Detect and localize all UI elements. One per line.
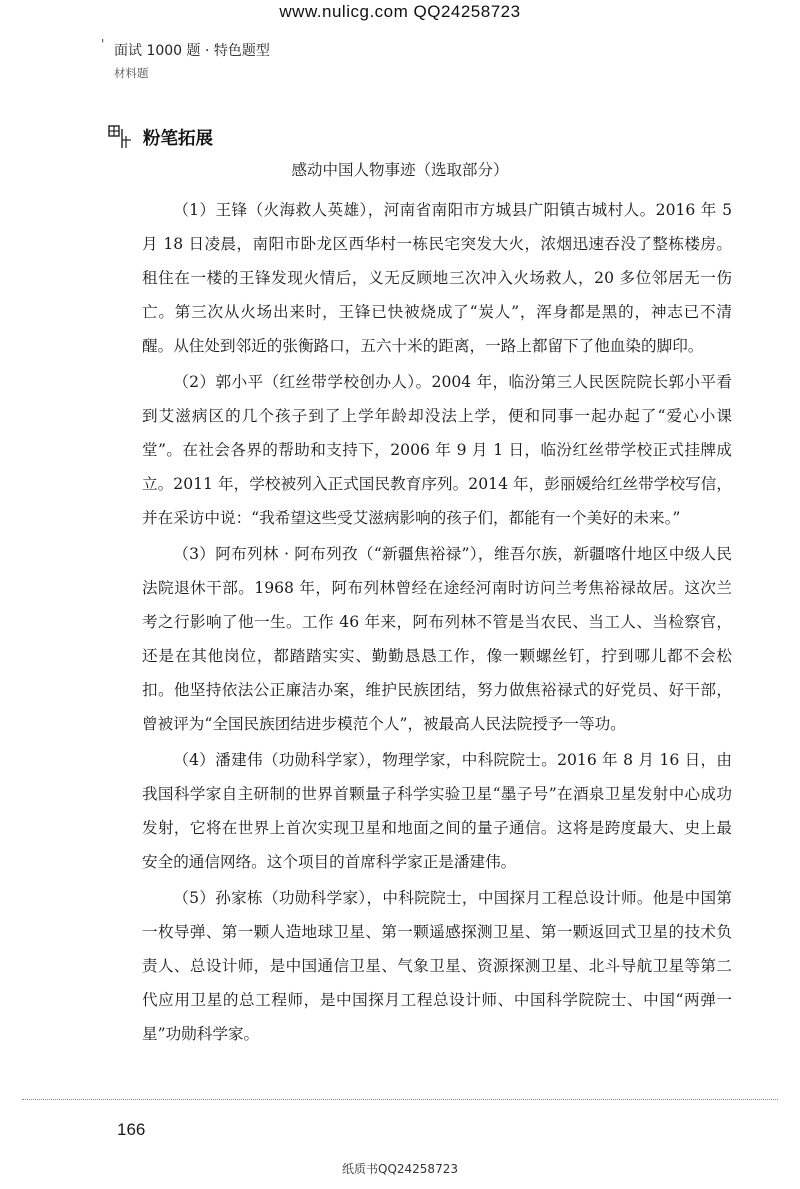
top-watermark: www.nulicg.com QQ24258723 [279,2,521,21]
section-heading [107,123,213,151]
paragraph-1: （1）王锋（火海救人英雄），河南省南阳市方城县广阳镇古城村人。2016 年 5 月 18 日凌晨，南阳市卧龙区西华村一栋民宅突发大火，浓烟迅速吞没了整栋楼房。租住在一楼的王锋发现火情后，义无反顾地三次冲入火场救人，20 多位邻居无一伤亡。第三次从火场出来时，王锋已快被烧成了“炭人”，浑身都是黑的，神志已不清醒。从住处到邻近的张衡路口，五六十米的距离，一路上都留下了他血染的脚印。 [142,201,732,355]
chalk-section-icon [107,123,135,151]
paragraph-3: （3）阿布列林 · 阿布列孜（“新疆焦裕禄”），维吾尔族，新疆喀什地区中级人民法院退休干部。1968 年，阿布列林曾经在途经河南时访问兰考焦裕禄故居。这次兰考之行影响了他一生。工作 46 年来，阿布列林不管是当农民、当工人、当检察官，还是在其他岗位，都踏踏实实、勤勤恳恳工作，像一颗螺丝钉，拧到哪儿都不会松扣。他坚持依法公正廉洁办案，维护民族团结，努力做焦裕禄式的好党员、好干部，曾被评为“全国民族团结进步模范个人”，被最高人民法院授予一等功。 [142,545,732,733]
footer-divider [22,1099,778,1100]
book-category: 材料题 [114,66,149,80]
paragraph-2: （2）郭小平（红丝带学校创办人）。2004 年，临汾第三人民医院院长郭小平看到艾滋病区的几个孩子到了上学年龄却没法上学，便和同事一起办起了“爱心小课堂”。在社会各界的帮助和支持下，2006 年 9 月 1 日，临汾红丝带学校正式挂牌成立。2011 年，学校被列入正式国民教育序列。2014 年，彭丽媛给红丝带学校写信，并在采访中说：“我希望这些受艾滋病影响的孩子们，都能有一个美好的未来。” [142,373,732,527]
article-body [142,193,732,1053]
paragraph-5: （5）孙家栋（功勋科学家），中科院院士，中国探月工程总设计师。他是中国第一枚导弹、第一颗人造地球卫星、第一颗遥感探测卫星、第一颗返回式卫星的技术负责人、总设计师，是中国通信卫星、气象卫星、资源探测卫星、北斗导航卫星等第二代应用卫星的总工程师，是中国探月工程总设计师、中国科学院院士、中国“两弹一星”功勋科学家。 [142,889,732,1043]
bottom-watermark: 纸质书QQ24258723 [342,1162,458,1176]
paragraph-4: （4）潘建伟（功勋科学家），物理学家，中科院院士。2016 年 8 月 16 日，由我国科学家自主研制的世界首颗量子科学实验卫星“墨子号”在酒泉卫星发射中心成功发射，它将在世界上首次实现卫星和地面之间的量子通信。这将是跨度最大、史上最安全的通信网络。这个项目的首席科学家正是潘建伟。 [142,751,732,871]
header-tick-mark: ' [101,37,105,51]
page-number: 166 [117,1120,146,1139]
section-title: 粉笔拓展 [143,128,213,149]
book-series-title: 面试 1000 题 · 特色题型 [114,43,270,59]
article-subtitle: 感动中国人物事迹（选取部分） [291,161,509,179]
running-header [101,37,270,81]
